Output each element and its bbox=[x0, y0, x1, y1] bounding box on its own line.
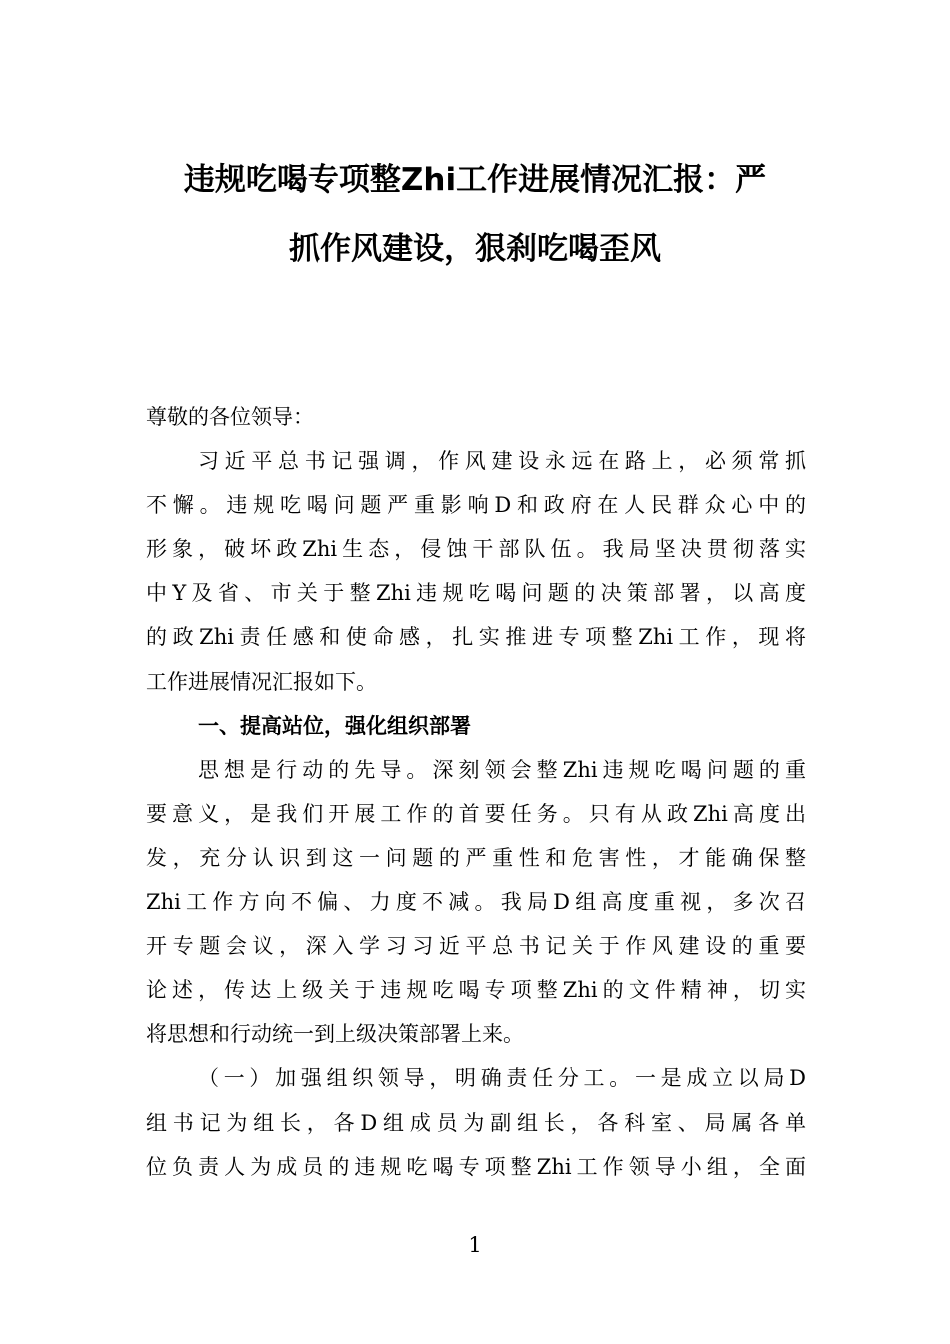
title-line-1: 违规吃喝专项整Zhi工作进展情况汇报：严 bbox=[183, 162, 767, 198]
salutation: 尊敬的各位领导： bbox=[146, 405, 314, 429]
paragraph-2-line: Zhi工作方向不偏、力度不减。我局D组高度重视，多次召 bbox=[146, 890, 806, 915]
paragraph-3-line: 位负责人为成员的违规吃喝专项整Zhi工作领导小组，全面 bbox=[146, 1154, 806, 1179]
section-1-heading: 一、提高站位，强化组织部署 bbox=[198, 713, 471, 738]
paragraph-2-line: 要意义，是我们开展工作的首要任务。只有从政Zhi高度出 bbox=[146, 801, 806, 826]
paragraph-3-line: （一）加强组织领导，明确责任分工。一是成立以局D bbox=[198, 1066, 806, 1091]
paragraph-2-line: 发，充分认识到这一问题的严重性和危害性，才能确保整 bbox=[146, 845, 806, 870]
paragraph-3-line: 组书记为组长，各D组成员为副组长，各科室、局属各单 bbox=[146, 1110, 806, 1135]
paragraph-1-line: 习近平总书记强调，作风建设永远在路上，必须常抓 bbox=[198, 449, 806, 474]
document-body bbox=[146, 395, 806, 1189]
page-number: 1 bbox=[468, 1233, 482, 1257]
paragraph-2-line: 开专题会议，深入学习习近平总书记关于作风建设的重要 bbox=[146, 934, 806, 959]
paragraph-1-line: 的政Zhi责任感和使命感，扎实推进专项整Zhi工作，现将 bbox=[146, 625, 806, 650]
paragraph-1-line: 不懈。违规吃喝问题严重影响D和政府在人民群众心中的 bbox=[146, 493, 806, 518]
title-line-2: 抓作风建设，狠刹吃喝歪风 bbox=[289, 231, 661, 267]
paragraph-2-line: 将思想和行动统一到上级决策部署上来。 bbox=[146, 1022, 524, 1047]
paragraph-1-line: 中Y及省、市关于整Zhi违规吃喝问题的决策部署，以高度 bbox=[146, 581, 806, 606]
paragraph-1-line: 工作进展情况汇报如下。 bbox=[146, 669, 377, 694]
paragraph-1-line: 形象，破坏政Zhi生态，侵蚀干部队伍。我局坚决贯彻落实 bbox=[146, 537, 806, 562]
document-title bbox=[140, 162, 810, 303]
paragraph-2-line: 论述，传达上级关于违规吃喝专项整Zhi的文件精神，切实 bbox=[146, 978, 806, 1003]
paragraph-2-line: 思想是行动的先导。深刻领会整Zhi违规吃喝问题的重 bbox=[198, 757, 806, 782]
